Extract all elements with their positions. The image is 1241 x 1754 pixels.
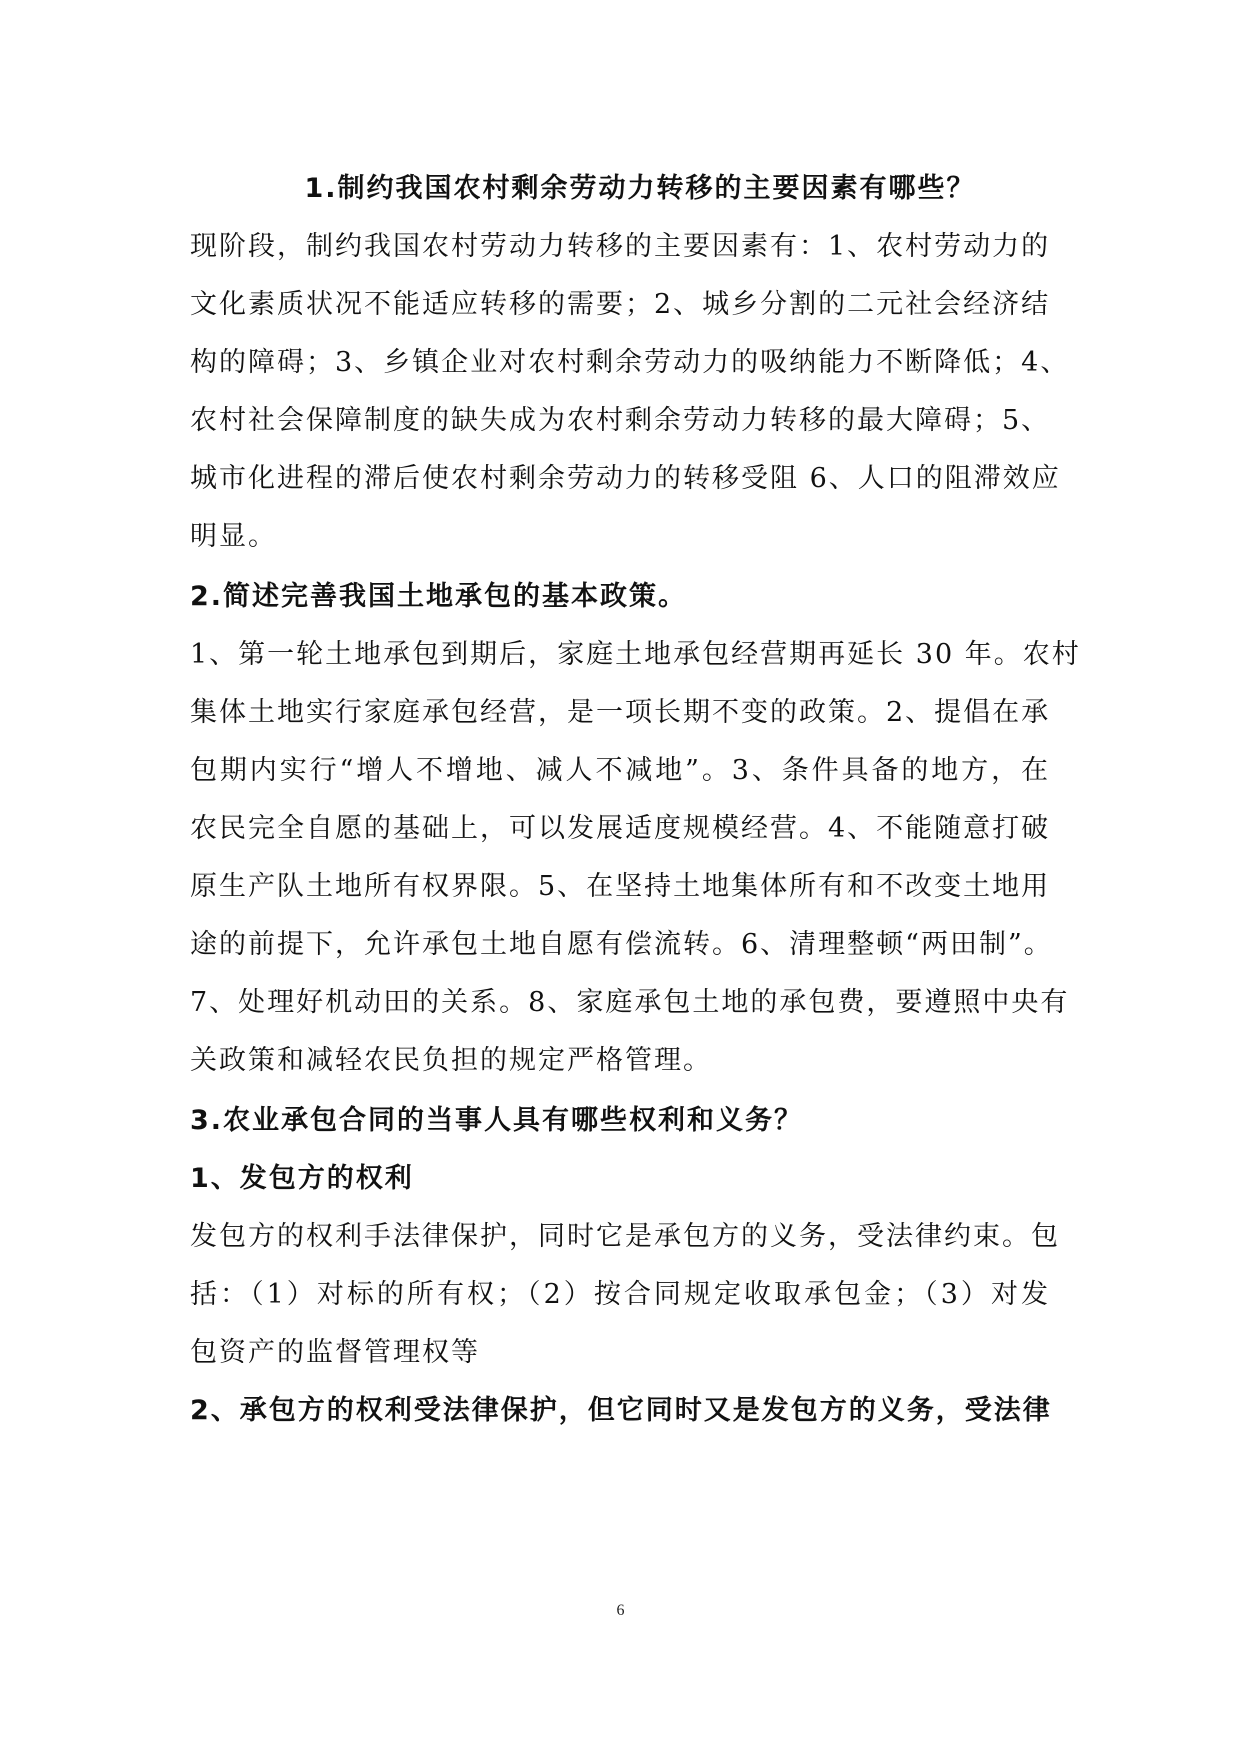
paragraph-line: 现阶段，制约我国农村劳动力转移的主要因素有：1、农村劳动力的 (190, 231, 1051, 262)
paragraph-line: 构的障碍；3、乡镇企业对农村剩余劳动力的吸纳能力不断降低；4、 (190, 347, 1070, 378)
paragraph-line: 农村社会保障制度的缺失成为农村剩余劳动力转移的最大障碍；5、 (190, 405, 1051, 436)
page-number: 6 (616, 1602, 625, 1619)
paragraph-line: 农民完全自愿的基础上，可以发展适度规模经营。4、不能随意打破 (190, 813, 1051, 844)
paragraph-line: 括：（1）对标的所有权；（2）按合同规定收取承包金；（3）对发 (190, 1279, 1050, 1310)
question-1-heading: 1.制约我国农村剩余劳动力转移的主要因素有哪些？ (304, 173, 976, 204)
paragraph-line: 关政策和减轻农民负担的规定严格管理。 (190, 1045, 712, 1076)
paragraph-line: 1、第一轮土地承包到期后，家庭土地承包经营期再延长 30 年。农村 (190, 639, 1081, 670)
answer-2-paragraph (190, 626, 1081, 1090)
answer-3-paragraph (190, 1208, 1060, 1382)
document-body (190, 160, 1081, 1440)
question-2-heading: 2.简述完善我国土地承包的基本政策。 (190, 581, 688, 612)
paragraph-line: 7、处理好机动田的关系。8、家庭承包土地的承包费，要遵照中央有 (190, 987, 1070, 1018)
paragraph-line: 发包方的权利手法律保护，同时它是承包方的义务，受法律约束。包 (190, 1221, 1060, 1252)
question-3-heading: 3.农业承包合同的当事人具有哪些权利和义务？ (190, 1105, 804, 1136)
subheading-contractee-rights: 2、承包方的权利受法律保护，但它同时又是发包方的义务，受法律 (190, 1395, 1052, 1426)
paragraph-line: 途的前提下，允许承包土地自愿有偿流转。6、清理整顿“两田制”。 (190, 929, 1053, 960)
paragraph-line: 包期内实行“增人不增地、减人不减地”。3、条件具备的地方，在 (190, 755, 1050, 786)
paragraph-line: 包资产的监督管理权等 (190, 1337, 480, 1368)
answer-1-paragraph (190, 218, 1070, 566)
paragraph-line: 文化素质状况不能适应转移的需要；2、城乡分割的二元社会经济结 (190, 289, 1051, 320)
subheading-contractor-rights: 1、发包方的权利 (190, 1163, 414, 1194)
paragraph-line: 集体土地实行家庭承包经营，是一项长期不变的政策。2、提倡在承 (190, 697, 1051, 728)
paragraph-line: 城市化进程的滞后使农村剩余劳动力的转移受阻 6、人口的阻滞效应 (190, 463, 1061, 494)
paragraph-line: 明显。 (190, 521, 277, 552)
paragraph-line: 原生产队土地所有权界限。5、在坚持土地集体所有和不改变土地用 (190, 871, 1051, 902)
